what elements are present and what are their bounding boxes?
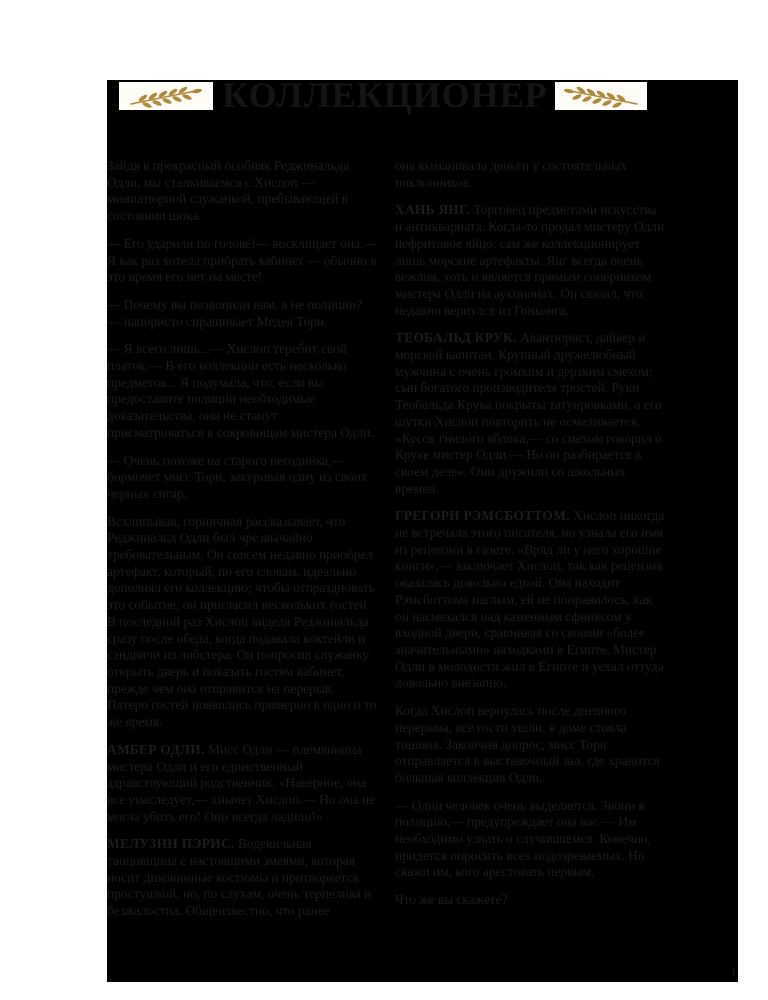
- paragraph: Зайдя в прекрасный особняк Реджинальда Одли, мы сталкиваемся с Хислоп — миниатюрной служанкой, пребывающей в состоянии шока.: [107, 158, 350, 224]
- character-name: ТЕОБАЛЬД КРУК.: [395, 330, 517, 346]
- right-column: [395, 158, 665, 920]
- paragraph: — Очень похоже на старого негодника,— бормочет мисс Торн, закуривая одну из своих черных сигар.: [107, 452, 368, 501]
- character-entry: ХАНЬ ЯНГ. Торговец предметами искусства и антиквариата. Когда-то продал мистеру Одли нефритовое яйцо, сам же коллекционирует лишь морские артефакты. Янг всегда очень вежлив, хоть и является прямым соперником мистера Одли на аукционах. Он сказал, что недавно вернулся из Гонконга.: [395, 202, 665, 318]
- paragraph: Всхлипывая, горничная рассказывает, что Реджинальд Одли был чрезвычайно требовательным. Он совсем недавно приобрел артефакт, который, по его словам, идеально дополнял его коллекцию; чтобы отпраздновать это событие, он пригласил нескольких гостей. В последний раз Хислоп видела Реджинальда сразу после обеда, когда подавала коктейли и сэндвичи из лобстера. Он попросил служанку открыть дверь и показать гостям кабинет, прежде чем она отправится на перерыв. Пятеро гостей появились примерно в одно и то же время.: [107, 513, 377, 730]
- laurel-branch-icon: [119, 82, 213, 110]
- character-entry: ГРЕГОРИ РЭМСБОТТОМ. Хислоп никогда не встречала этого писателя, но узнала его имя из рецензии в газете. «Вряд ли у него хорошие книги»,— заключает Хислоп, так как рецензия оказалась довольно едкой. Она находит Рэмсботтома наглым, ей не понравилось, как он насмехался над каменным сфинксом у входной двери, сравнивая со своими «более значительными» находками в Египте. Мистер Одли в молодости жил в Египте и уехал оттуда довольно внезапно.: [395, 508, 665, 691]
- character-name: АМБЕР ОДЛИ.: [107, 741, 205, 757]
- character-name: ГРЕГОРИ РЭМСБОТТОМ.: [395, 508, 570, 524]
- paragraph: — Я всего лишь...— Хислоп теребит свой платок.— В его коллекции есть несколько предметов... Я подумала, что, если вы предоставите полиции необходимые доказательства, они не станут присматриваться к сокровищам мистера Одли.: [107, 341, 374, 440]
- paragraph: — Один человек очень выделяется. Звони в полицию,— предупреждает она вас.— Им необходимо узнать о случившемся. Конечно, придется опросить всех подозреваемых. Но скажи им, кого арестовать первым.: [395, 797, 651, 880]
- document-page: [107, 80, 738, 982]
- character-entry: ТЕОБАЛЬД КРУК. Авантюрист, дайвер и морской капитан. Крупный дружелюбный мужчина с очень громким и дерзким смехом; сын богатого производителя тростей. Руки Теобальда Крука покрыты татуировками, а его шутки Хислоп повторить не осмеливается. «Кусок гнилого яблока,— со смехом говорил о Круке мистер Одли.— Но он разбирается в своем деле». Они дружили со школьных времен.: [395, 330, 662, 496]
- page-number: 1: [731, 967, 736, 978]
- paragraph: Когда Хислоп вернулась после дневного перерыва, все гости ушли, в доме стояла тишина. Закончив допрос, мисс Торн отправляется в выставочный зал, где хранится большая коллекция Одли.: [395, 703, 660, 785]
- paragraph: — Его ударили по голове!— восклицает она.— Я как раз хотела прибрать кабинет — обычно в это время его нет на месте!: [107, 235, 377, 285]
- page-title: КОЛЛЕКЦИОНЕР: [222, 80, 548, 115]
- paragraph: Что же вы скажете?: [395, 892, 508, 908]
- character-entry: АМБЕР ОДЛИ. Мисс Одли — племянница мистера Одли и его единственный здравствующий родственник. «Наверное, она все унаследует,— хнычет Хислоп.— Но она не могла убить его! Они всегда ладили!»: [107, 741, 376, 824]
- character-name: ХАНЬ ЯНГ.: [395, 202, 471, 218]
- character-entry: МЕЛУЗИН ПЭРИС. Водевильная танцовщица с настоящими змеями, которая носит диковинные костюмы и притворяется простушкой, но, по слухам, очень терпелива и безжалостна. Общеизвестно, что ранее: [107, 836, 372, 919]
- page-header: [107, 80, 738, 124]
- left-column: [107, 158, 377, 931]
- paragraph: она выманивала деньги у состоятельных поклонников.: [395, 158, 628, 190]
- character-name: МЕЛУЗИН ПЭРИС.: [107, 836, 235, 852]
- laurel-branch-icon: [555, 82, 647, 110]
- paragraph: — Почему вы позвонили нам, а не полиции? — напористо спрашивает Медея Торн.: [107, 296, 363, 329]
